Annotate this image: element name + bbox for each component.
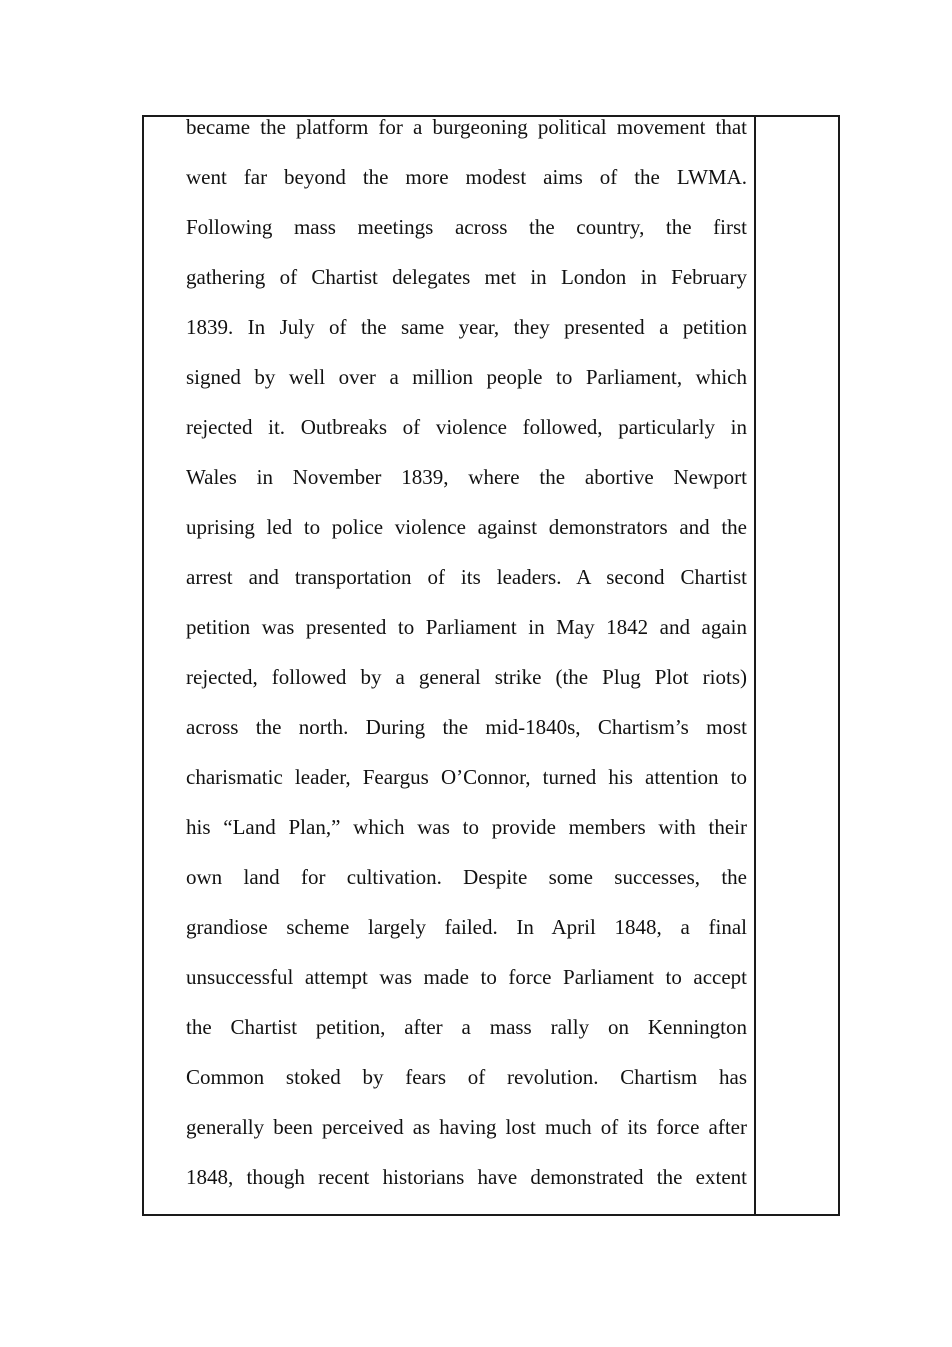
text-line: the Chartist petition, after a mass rally on Kennington xyxy=(186,1015,747,1039)
text-line: Following mass meetings across the country, the first xyxy=(186,215,747,239)
text-column xyxy=(144,117,756,1214)
text-line: uprising led to police violence against demonstrators and the xyxy=(186,515,747,539)
text-line: his “Land Plan,” which was to provide members with their xyxy=(186,815,747,839)
text-line: Common stoked by fears of revolution. Chartism has xyxy=(186,1065,747,1089)
text-line: grandiose scheme largely failed. In April 1848, a final xyxy=(186,915,747,939)
text-line: generally been perceived as having lost much of its force after xyxy=(186,1115,747,1139)
text-line: went far beyond the more modest aims of the LWMA. xyxy=(186,165,747,189)
text-line: rejected it. Outbreaks of violence followed, particularly in xyxy=(186,415,747,439)
text-line: unsuccessful attempt was made to force Parliament to accept xyxy=(186,965,747,989)
text-line: 1839. In July of the same year, they presented a petition xyxy=(186,315,747,339)
margin-column xyxy=(756,117,838,1214)
text-line: rejected, followed by a general strike (the Plug Plot riots) xyxy=(186,665,747,689)
text-line: became the platform for a burgeoning political movement that xyxy=(186,115,747,139)
text-line: arrest and transportation of its leaders. A second Chartist xyxy=(186,565,747,589)
text-line: across the north. During the mid-1840s, Chartism’s most xyxy=(186,715,747,739)
text-line: 1848, though recent historians have demonstrated the extent xyxy=(186,1165,747,1189)
text-line: own land for cultivation. Despite some successes, the xyxy=(186,865,747,889)
document-table xyxy=(142,115,840,1216)
text-line: gathering of Chartist delegates met in London in February xyxy=(186,265,747,289)
text-line: petition was presented to Parliament in May 1842 and again xyxy=(186,615,747,639)
text-line: Wales in November 1839, where the abortive Newport xyxy=(186,465,747,489)
text-line: signed by well over a million people to Parliament, which xyxy=(186,365,747,389)
text-line: charismatic leader, Feargus O’Connor, turned his attention to xyxy=(186,765,747,789)
